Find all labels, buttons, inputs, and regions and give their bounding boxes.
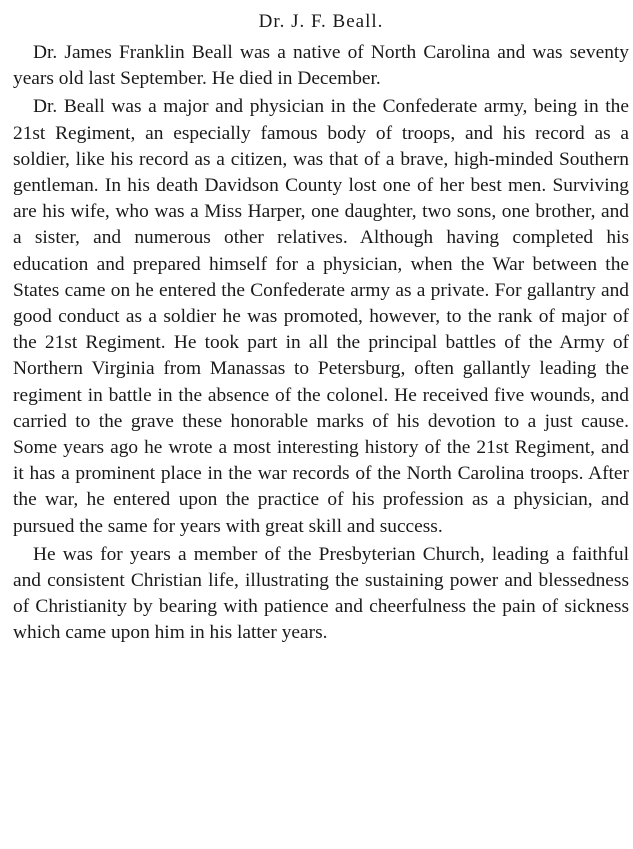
paragraph-intro: Dr. James Franklin Beall was a native of North Carolina and was seventy years old last September. He died in December. xyxy=(13,42,629,90)
article-title: Dr. J. F. Beall. xyxy=(258,11,384,32)
paragraph-church-life: He was for years a member of the Presbyterian Church, leading a faithful and consistent Christian life, illustrating the sustaining power and blessedness of Christianity by bearing with patience and cheerfulness the pain of sickness which came upon him in his latter years. xyxy=(13,543,629,644)
paragraph-military-career: Dr. Beall was a major and physician in the Confederate army, being in the 21st Regiment, an especially famous body of troops, and his record as a soldier, like his record as a citizen, was that of a brave, high-minded Southern gentleman. In his death Davidson County lost one of her best men. Surviving are his wife, who was a Miss Harper, one daughter, two sons, one brother, and a sister, and numerous other relatives. Although having completed his education and prepared himself for a physician, when the War between the States came on he entered the Confederate army as a private. For gallantry and good conduct as a soldier he was promoted, however, to the rank of major of the 21st Regiment. He took part in all the principal battles of the Army of Northern Virginia from Manassas to Petersburg, often gallantly leading the regiment in battle in the absence of the colonel. He received five wounds, and carried to the grave these honorable marks of his devotion to a just cause. Some years ago he wrote a most interesting history of the 21st Regiment, and it has a prominent place in the war records of the North Carolina troops. After the war, he entered upon the practice of his profession as a physician, and pursued the same for years with great skill and success. xyxy=(13,96,629,537)
